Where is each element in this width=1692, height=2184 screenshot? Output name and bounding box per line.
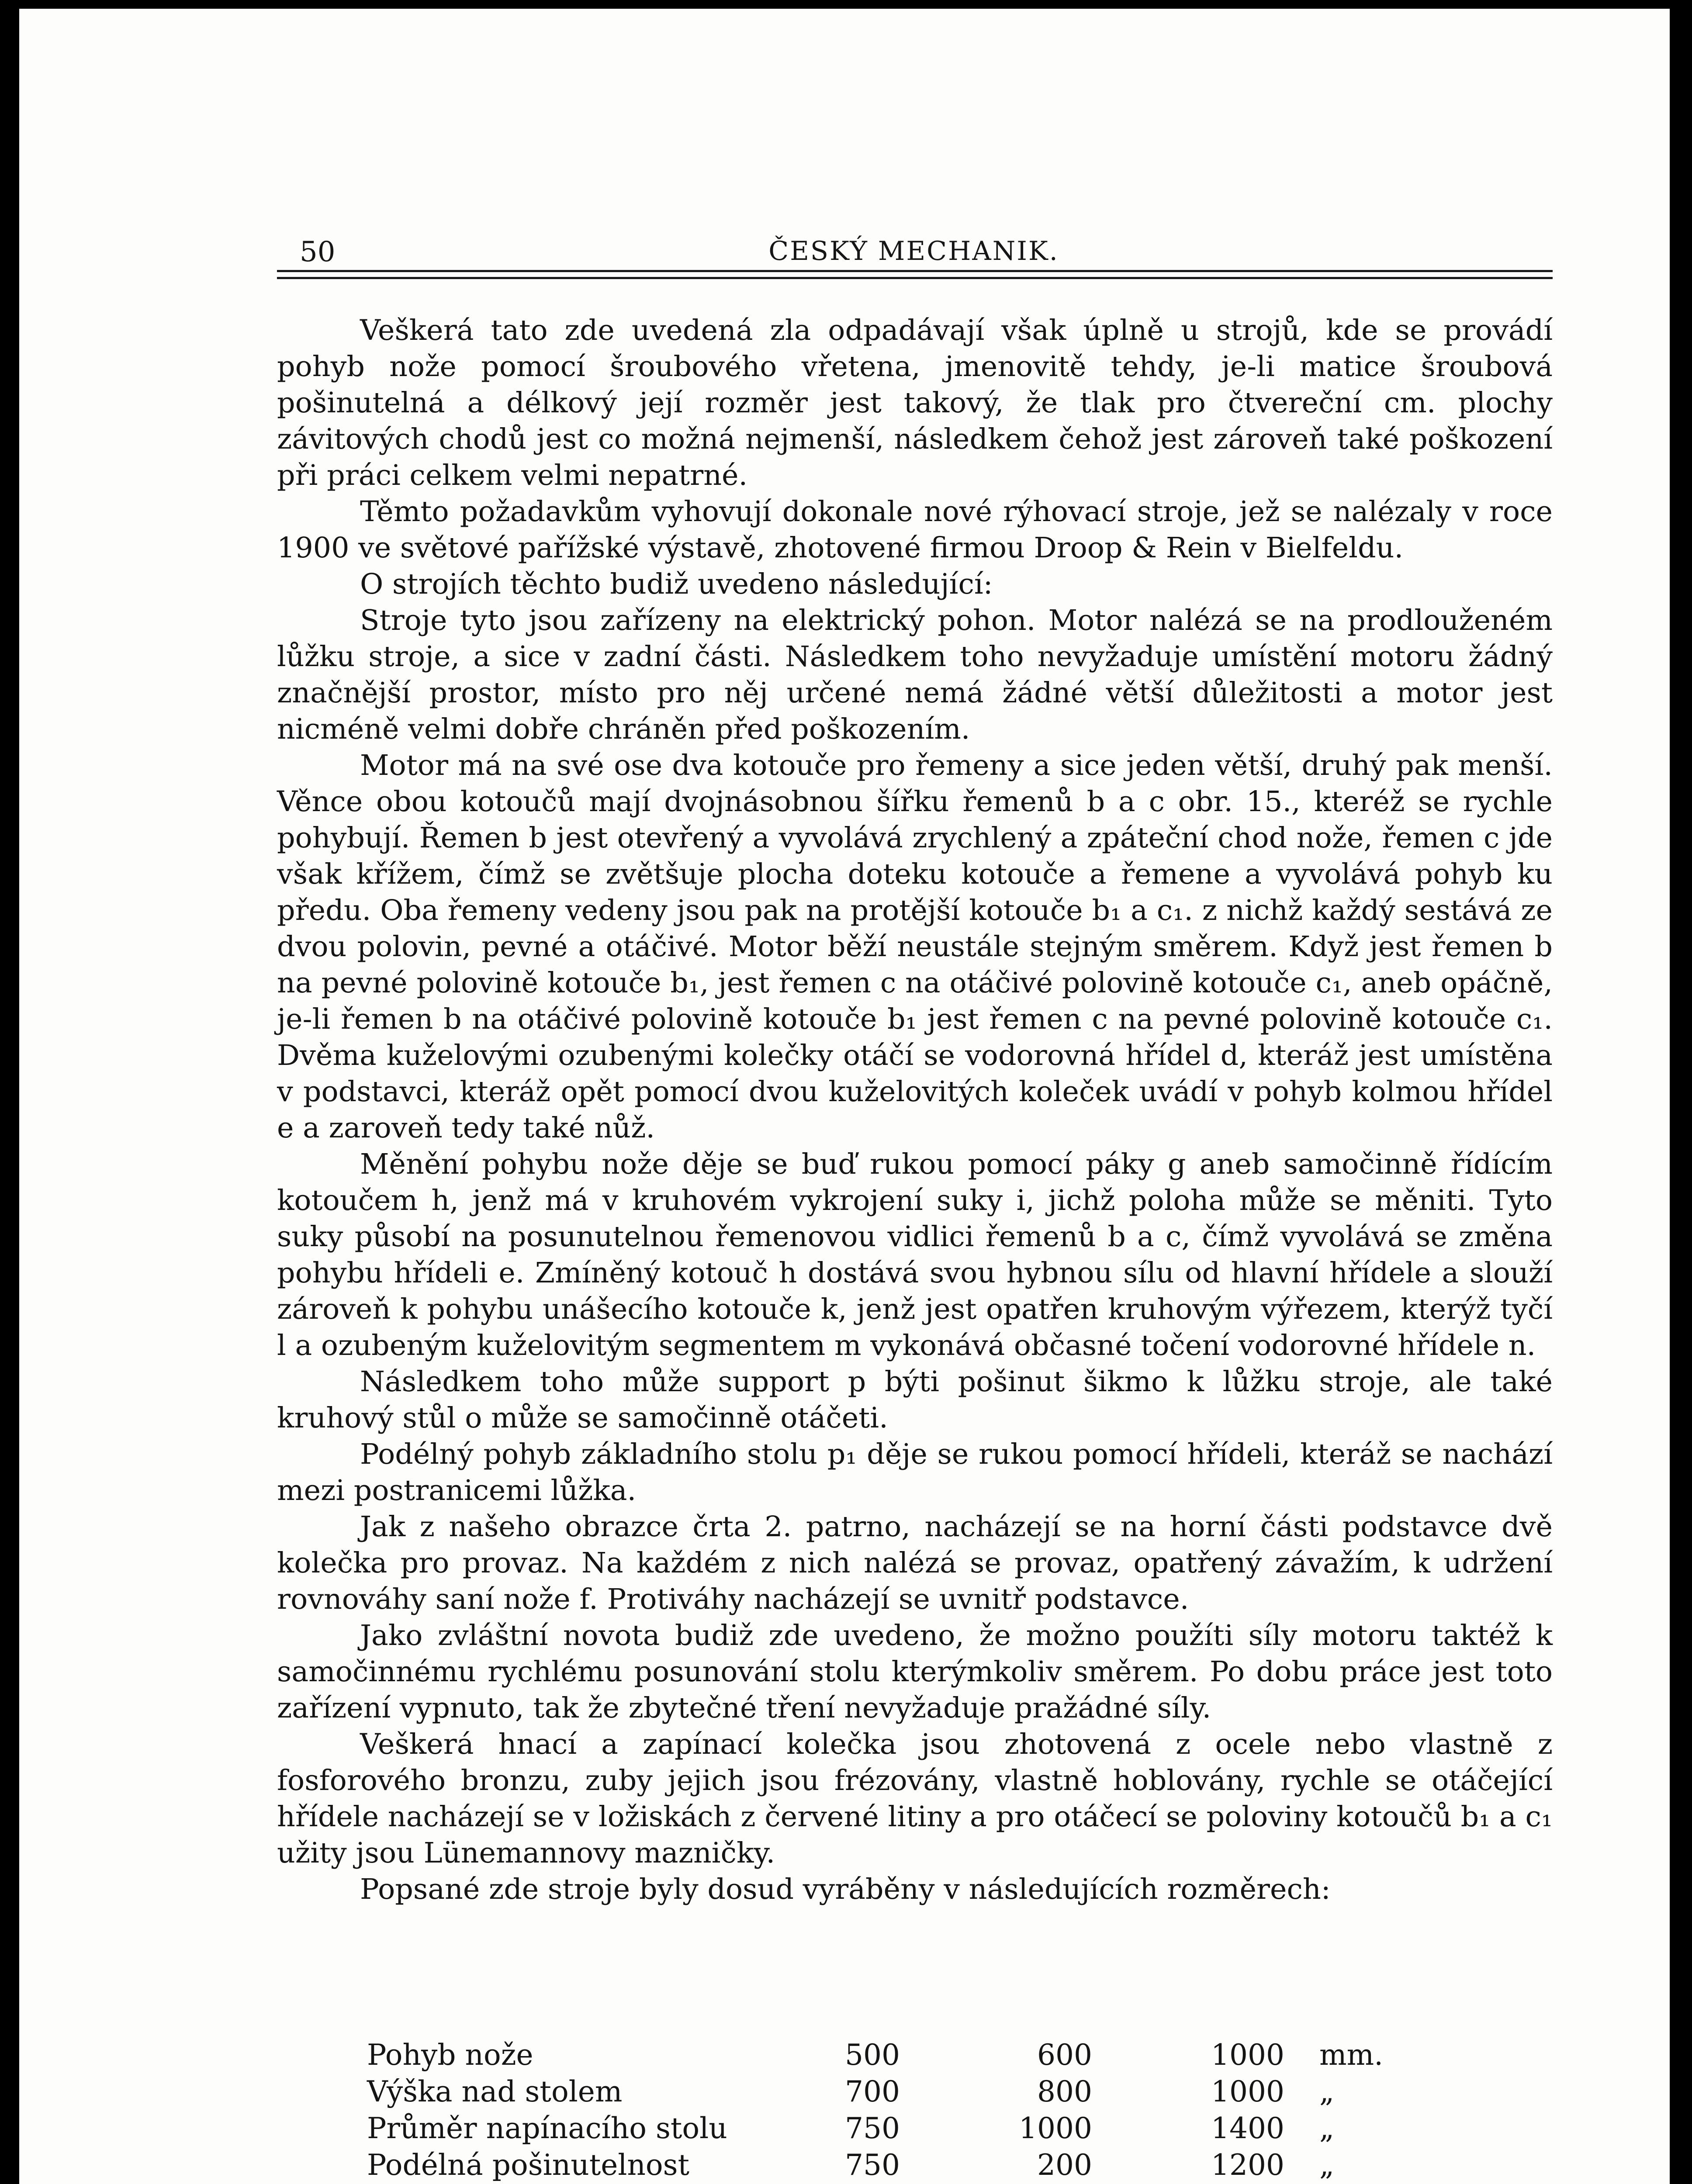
paragraph: Motor má na své ose dva kotouče pro řemeny a sice jeden větší, druhý pak menší. Věnce obou kotoučů mají dvojnásobnou šířku řemenů b a c obr. 15., kteréž se rychle pohybují. Řemen b jest otevřený a vyvolává zrychlený a zpáteční chod nože, řemen c jde však křížem, čímž se zvětšuje plocha doteku kotouče a řemene a vyvolává pohyb ku předu. Oba řemeny vedeny jsou pak na protější kotouče b₁ a c₁. z nichž každý sestává ze dvou polovin, pevné a otáčivé. Motor běží neustále stejným směrem. Když jest řemen b na pevné polovině kotouče b₁, jest řemen c na otáčivé polovině kotouče c₁, aneb opáčně, je-li řemen b na otáčivé polovině kotouče b₁ jest řemen c na pevné polovině kotouče c₁. Dvěma kuželovými ozubenými kolečky otáčí se vodorovná hřídel d, kteráž jest umístěna v podstavci, kteráž opět pomocí dvou kuželovitých koleček uvádí v pohyb kolmou hřídel e a zaroveň tedy také nůž.	[277, 749, 1553, 1144]
value-model-3: 1000	[1211, 2038, 1284, 2072]
paragraph: Veškerá hnací a zapínací kolečka jsou zhotovená z ocele nebo vlastně z fosforového bronzu, zuby jejich jsou frézovány, vlastně hoblovány, rychle se otáčející hřídele nacházejí se v ložiskách z červené litiny a pro otáčecí se poloviny kotoučů b₁ a c₁ užity jsou Lünemannovy mazničky.	[277, 1728, 1553, 1870]
paragraph: Stroje tyto jsou zařízeny na elektrický pohon. Motor nalézá se na prodlouženém lůžku stroje, a sice v zadní části. Následkem toho nevyžaduje umístění motoru žádný značnější prostor, místo pro něj určené nemá žádné větší důležitosti a motor jest nicméně velmi dobře chráněn před poškozením.	[277, 604, 1553, 746]
value-model-3: 1000	[1211, 2075, 1284, 2108]
dimensions-table	[367, 2038, 1459, 2184]
row-label: Podélná pošinutelnost	[367, 2148, 690, 2182]
unit: „	[1319, 2075, 1335, 2108]
paragraph: Následkem toho může support p býti pošinut šikmo k lůžku stroje, ale také kruhový stůl o může se samočinně otáčeti.	[277, 1365, 1553, 1434]
article-body	[277, 312, 1553, 1908]
paragraph: Měnění pohybu nože děje se buď rukou pomocí páky g aneb samočinně řídícím kotoučem h, jenž má v kruhovém vykrojení suky i, jichž poloha může se měniti. Tyto suky působí na posunutelnou řemenovou vidlici řemenů b a c, čímž vyvolává se změna pohybu hřídeli e. Zmíněný kotouč h dostává svou hybnou sílu od hlavní hřídele a slouží zároveň k pohybu unášecího kotouče k, jenž jest opatřen kruhovým výřezem, kterýž tyčí l a ozubeným kuželovitým segmentem m vykonává občasné točení vodorovné hřídele n.	[277, 1148, 1553, 1362]
value-model-2: 800	[1037, 2075, 1092, 2108]
value-model-2: 600	[1037, 2038, 1092, 2072]
row-label: Průměr napínacího stolu	[367, 2111, 727, 2145]
value-model-1: 750	[845, 2111, 900, 2145]
table-row	[367, 2148, 1459, 2184]
unit: „	[1319, 2111, 1335, 2145]
row-label: Výška nad stolem	[367, 2075, 623, 2108]
page-number: 50	[300, 236, 336, 268]
paragraph: Popsané zde stroje byly dosud vyráběny v následujících rozměrech:	[360, 1873, 1331, 1906]
header-rule-upper	[277, 270, 1553, 272]
paragraph: Jak z našeho obrazce črta 2. patrno, nacházejí se na horní části podstavce dvě kolečka pro provaz. Na každém z nich nalézá se provaz, opatřený závažím, k udržení rovnováhy saní nože f. Protiváhy nacházejí se uvnitř podstavce.	[277, 1510, 1553, 1616]
table-row	[367, 2111, 1459, 2148]
value-model-2: 1000	[1019, 2111, 1092, 2145]
table-row	[367, 2038, 1459, 2075]
running-title: ČESKÝ MECHANIK.	[768, 236, 1059, 266]
header-rule-lower	[277, 277, 1553, 279]
unit: „	[1319, 2148, 1335, 2182]
value-model-3: 1400	[1211, 2111, 1284, 2145]
page-header	[273, 227, 1555, 271]
value-model-2: 200	[1037, 2148, 1092, 2182]
paragraph: Těmto požadavkům vyhovují dokonale nové rýhovací stroje, jež se nalézaly v roce 1900 ve světové pařížské výstavě, zhotovené firmou Droop & Rein v Bielfeldu.	[277, 495, 1553, 564]
row-label: Pohyb nože	[367, 2038, 533, 2072]
paragraph: O strojích těchto budiž uvedeno následující:	[360, 568, 993, 601]
table-row	[367, 2075, 1459, 2111]
paragraph: Podélný pohyb základního stolu p₁ děje se rukou pomocí hřídeli, kteráž se nachází mezi postranicemi lůžka.	[277, 1438, 1553, 1507]
paragraph: Veškerá tato zde uvedená zla odpadávají však úplně u strojů, kde se provádí pohyb nože pomocí šroubového vřetena, jmenovitě tehdy, je-li matice šroubová pošinutelná a délkový její rozměr jest takový, že tlak pro čtvereční cm. plochy závitových chodů jest co možná nejmenší, následkem čehož jest zároveň také poškození při práci celkem velmi nepatrné.	[277, 314, 1553, 492]
value-model-1: 750	[845, 2148, 900, 2182]
value-model-3: 1200	[1211, 2148, 1284, 2182]
unit: mm.	[1319, 2038, 1384, 2072]
paragraph: Jako zvláštní novota budiž zde uvedeno, že možno použíti síly motoru taktéž k samočinnému rychlému posunování stolu kterýmkoliv směrem. Po dobu práce jest toto zařízení vypnuto, tak že zbytečné tření nevyžaduje pražádné síly.	[277, 1619, 1553, 1724]
value-model-1: 500	[845, 2038, 900, 2072]
value-model-1: 700	[845, 2075, 900, 2108]
